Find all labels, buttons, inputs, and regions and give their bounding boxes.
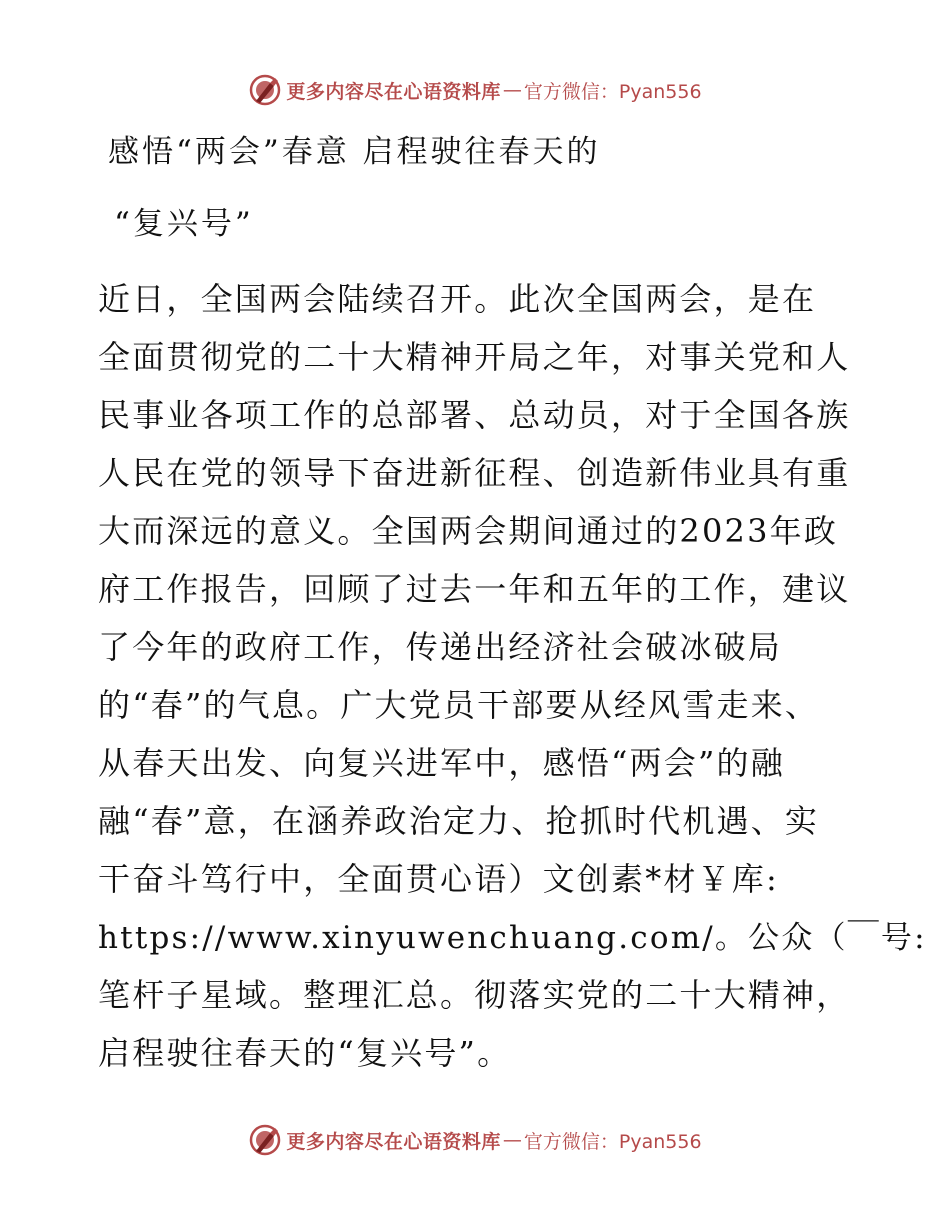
footer-banner-text: 更多内容尽在心语资料库 [286,1130,501,1153]
footer-banner-separator: — [502,1129,522,1151]
header-banner [0,70,950,110]
body-line: 民事业各项工作的总部署、总动员，对于全国各族 [98,396,851,434]
body-line: 的“春”的气息。广大党员干部要从经风雪走来、 [98,686,820,724]
body-line: 府工作报告，回顾了过去一年和五年的工作，建议 [98,570,851,608]
footer-banner-wechat: 官方微信：Pyan556 [523,1130,702,1153]
body-line: 从春天出发、向复兴进军中，感悟“两会”的融 [98,744,785,782]
document-title-line-1: 感悟“两会”春意 启程驶往春天的 [108,134,601,170]
body-line: 启程驶往春天的“复兴号”。 [98,1034,512,1072]
document-title-line-2: “复兴号” [114,206,254,242]
body-line: 了今年的政府工作，传递出经济社会破冰破局 [98,628,783,666]
body-line: 人民在党的领导下奋进新征程、创造新伟业具有重 [98,454,851,492]
body-line: 大而深远的意义。全国两会期间通过的2023年政 [98,512,839,550]
body-line: 融“春”意，在涵养政治定力、抢抓时代机遇、实 [98,802,820,840]
header-banner-text: 更多内容尽在心语资料库 [286,80,501,103]
pen-logo-icon [248,1123,282,1157]
body-link-line: https://www.xinyuwenchuang.com/。公众（￣号: [98,920,927,956]
footer-banner [0,1120,950,1160]
body-line: 笔杆子星域。整理汇总。彻落实党的二十大精神， [98,976,851,1014]
pen-logo-icon [248,73,282,107]
body-line: 全面贯彻党的二十大精神开局之年，对事关党和人 [98,338,851,376]
body-line: 近日，全国两会陆续召开。此次全国两会，是在 [98,280,817,318]
header-banner-wechat: 官方微信：Pyan556 [523,80,702,103]
header-banner-separator: — [502,79,522,101]
body-line: 干奋斗笃行中，全面贯心语）文创素*材￥库: [98,860,779,898]
